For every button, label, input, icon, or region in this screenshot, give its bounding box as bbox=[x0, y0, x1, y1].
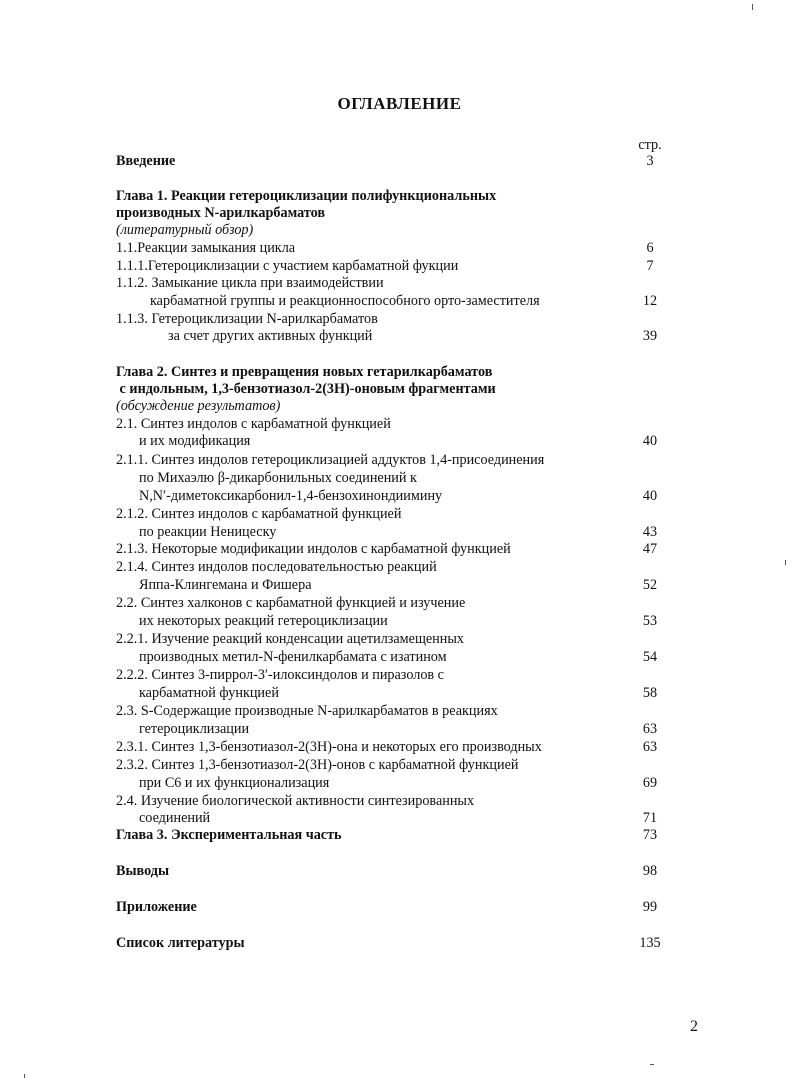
scan-mark bbox=[24, 1074, 25, 1078]
toc-page: 73 bbox=[642, 827, 658, 843]
scan-mark bbox=[752, 4, 753, 10]
toc-page: 3 bbox=[646, 153, 654, 169]
toc-entry: 2.3.1. Синтез 1,3-бензотиазол-2(3H)-она и некоторых его производных bbox=[116, 739, 542, 755]
toc-entry: и их модификация bbox=[139, 433, 251, 449]
toc-entry: их некоторых реакций гетероциклизации bbox=[139, 613, 388, 629]
toc-page: 98 bbox=[642, 863, 658, 879]
toc-entry: 2.2.1. Изучение реакций конденсации ацетилзамещенных bbox=[116, 631, 464, 647]
toc-entry: при C6 и их функционализация bbox=[139, 775, 330, 791]
toc-entry: карбаматной функцией bbox=[139, 685, 279, 701]
toc-entry: Глава 3. Экспериментальная часть bbox=[116, 827, 342, 843]
toc-page: 71 bbox=[642, 810, 658, 826]
toc-page: 6 bbox=[646, 240, 654, 256]
toc-page: 99 bbox=[642, 899, 658, 915]
page-title: ОГЛАВЛЕНИЕ bbox=[337, 94, 462, 113]
toc-entry: (литературный обзор) bbox=[116, 222, 254, 238]
toc-entry: 1.1.2. Замыкание цикла при взаимодействии bbox=[116, 275, 384, 291]
toc-entry: 2.2. Синтез халконов с карбаматной функцией и изучение bbox=[116, 595, 466, 611]
toc-entry: Список литературы bbox=[116, 935, 245, 951]
toc-page: 63 bbox=[642, 739, 658, 755]
toc-page: 7 bbox=[646, 258, 654, 274]
toc-entry: Глава 1. Реакции гетероциклизации полифункциональных bbox=[116, 188, 497, 204]
toc-entry: 2.1.1. Синтез индолов гетероциклизацией аддуктов 1,4-присоединения bbox=[116, 452, 545, 468]
toc-page: 58 bbox=[642, 685, 658, 701]
toc-page: 69 bbox=[642, 775, 658, 791]
toc-entry: N,N′-диметоксикарбонил-1,4-бензохинондиимину bbox=[139, 488, 443, 504]
toc-entry: производных метил-N-фенилкарбамата с изатином bbox=[139, 649, 447, 665]
toc-entry: карбаматной группы и реакционноспособного орто-заместителя bbox=[150, 293, 540, 309]
toc-entry: по реакции Неницеску bbox=[139, 524, 277, 540]
toc-entry: 2.2.2. Синтез 3-пиррол-3′-илоксиндолов и пиразолов с bbox=[116, 667, 444, 683]
toc-entry: Приложение bbox=[116, 899, 197, 915]
toc-entry: производных N-арилкарбаматов bbox=[116, 205, 326, 221]
toc-page: 39 bbox=[642, 328, 658, 344]
toc-entry: 1.1.1.Гетероциклизации с участием карбаматной фукции bbox=[116, 258, 459, 274]
toc-entry: 1.1.Реакции замыкания цикла bbox=[116, 240, 296, 256]
page-number: 2 bbox=[690, 1018, 698, 1035]
toc-entry: гетероциклизации bbox=[139, 721, 250, 737]
toc-entry: Яппа-Клингемана и Фишера bbox=[139, 577, 312, 593]
scan-mark bbox=[785, 560, 786, 565]
toc-entry: 2.1.3. Некоторые модификации индолов с карбаматной функцией bbox=[116, 541, 511, 557]
toc-page: 53 bbox=[642, 613, 658, 629]
toc-entry: Глава 2. Синтез и превращения новых гетарилкарбаматов bbox=[116, 364, 493, 380]
toc-entry: Выводы bbox=[116, 863, 170, 879]
toc-page: 40 bbox=[642, 488, 658, 504]
toc-entry: Введение bbox=[116, 153, 176, 169]
toc-page: 40 bbox=[642, 433, 658, 449]
toc-entry: 2.1.4. Синтез индолов последовательностью реакций bbox=[116, 559, 437, 575]
toc-page: 63 bbox=[642, 721, 658, 737]
toc-page: 47 bbox=[642, 541, 658, 557]
toc-entry: 2.1.2. Синтез индолов с карбаматной функцией bbox=[116, 506, 402, 522]
toc-entry: с индольным, 1,3-бензотиазол-2(3H)-оновым фрагментами bbox=[116, 381, 496, 397]
page-column-header: стр. bbox=[638, 137, 662, 153]
toc-page: 43 bbox=[642, 524, 658, 540]
toc-entry: (обсуждение результатов) bbox=[116, 398, 281, 414]
toc-entry: 2.3.2. Синтез 1,3-бензотиазол-2(3H)-онов с карбаматной функцией bbox=[116, 757, 519, 773]
toc-entry: 2.4. Изучение биологической активности синтезированных bbox=[116, 793, 475, 809]
toc-entry: 2.3. S-Содержащие производные N-арилкарбаматов в реакциях bbox=[116, 703, 498, 719]
scan-mark bbox=[650, 1064, 654, 1065]
toc-entry: соединений bbox=[139, 810, 211, 826]
toc-entry: 1.1.3. Гетероциклизации N-арилкарбаматов bbox=[116, 311, 378, 327]
toc-entry: по Михаэлю β-дикарбонильных соединений к bbox=[139, 470, 417, 486]
toc-page: 135 bbox=[639, 935, 661, 951]
toc-page: 54 bbox=[642, 649, 658, 665]
toc-entry: 2.1. Синтез индолов с карбаматной функцией bbox=[116, 416, 391, 432]
toc-entry: за счет других активных функций bbox=[168, 328, 373, 344]
toc-page: 12 bbox=[642, 293, 658, 309]
toc-page: 52 bbox=[642, 577, 658, 593]
